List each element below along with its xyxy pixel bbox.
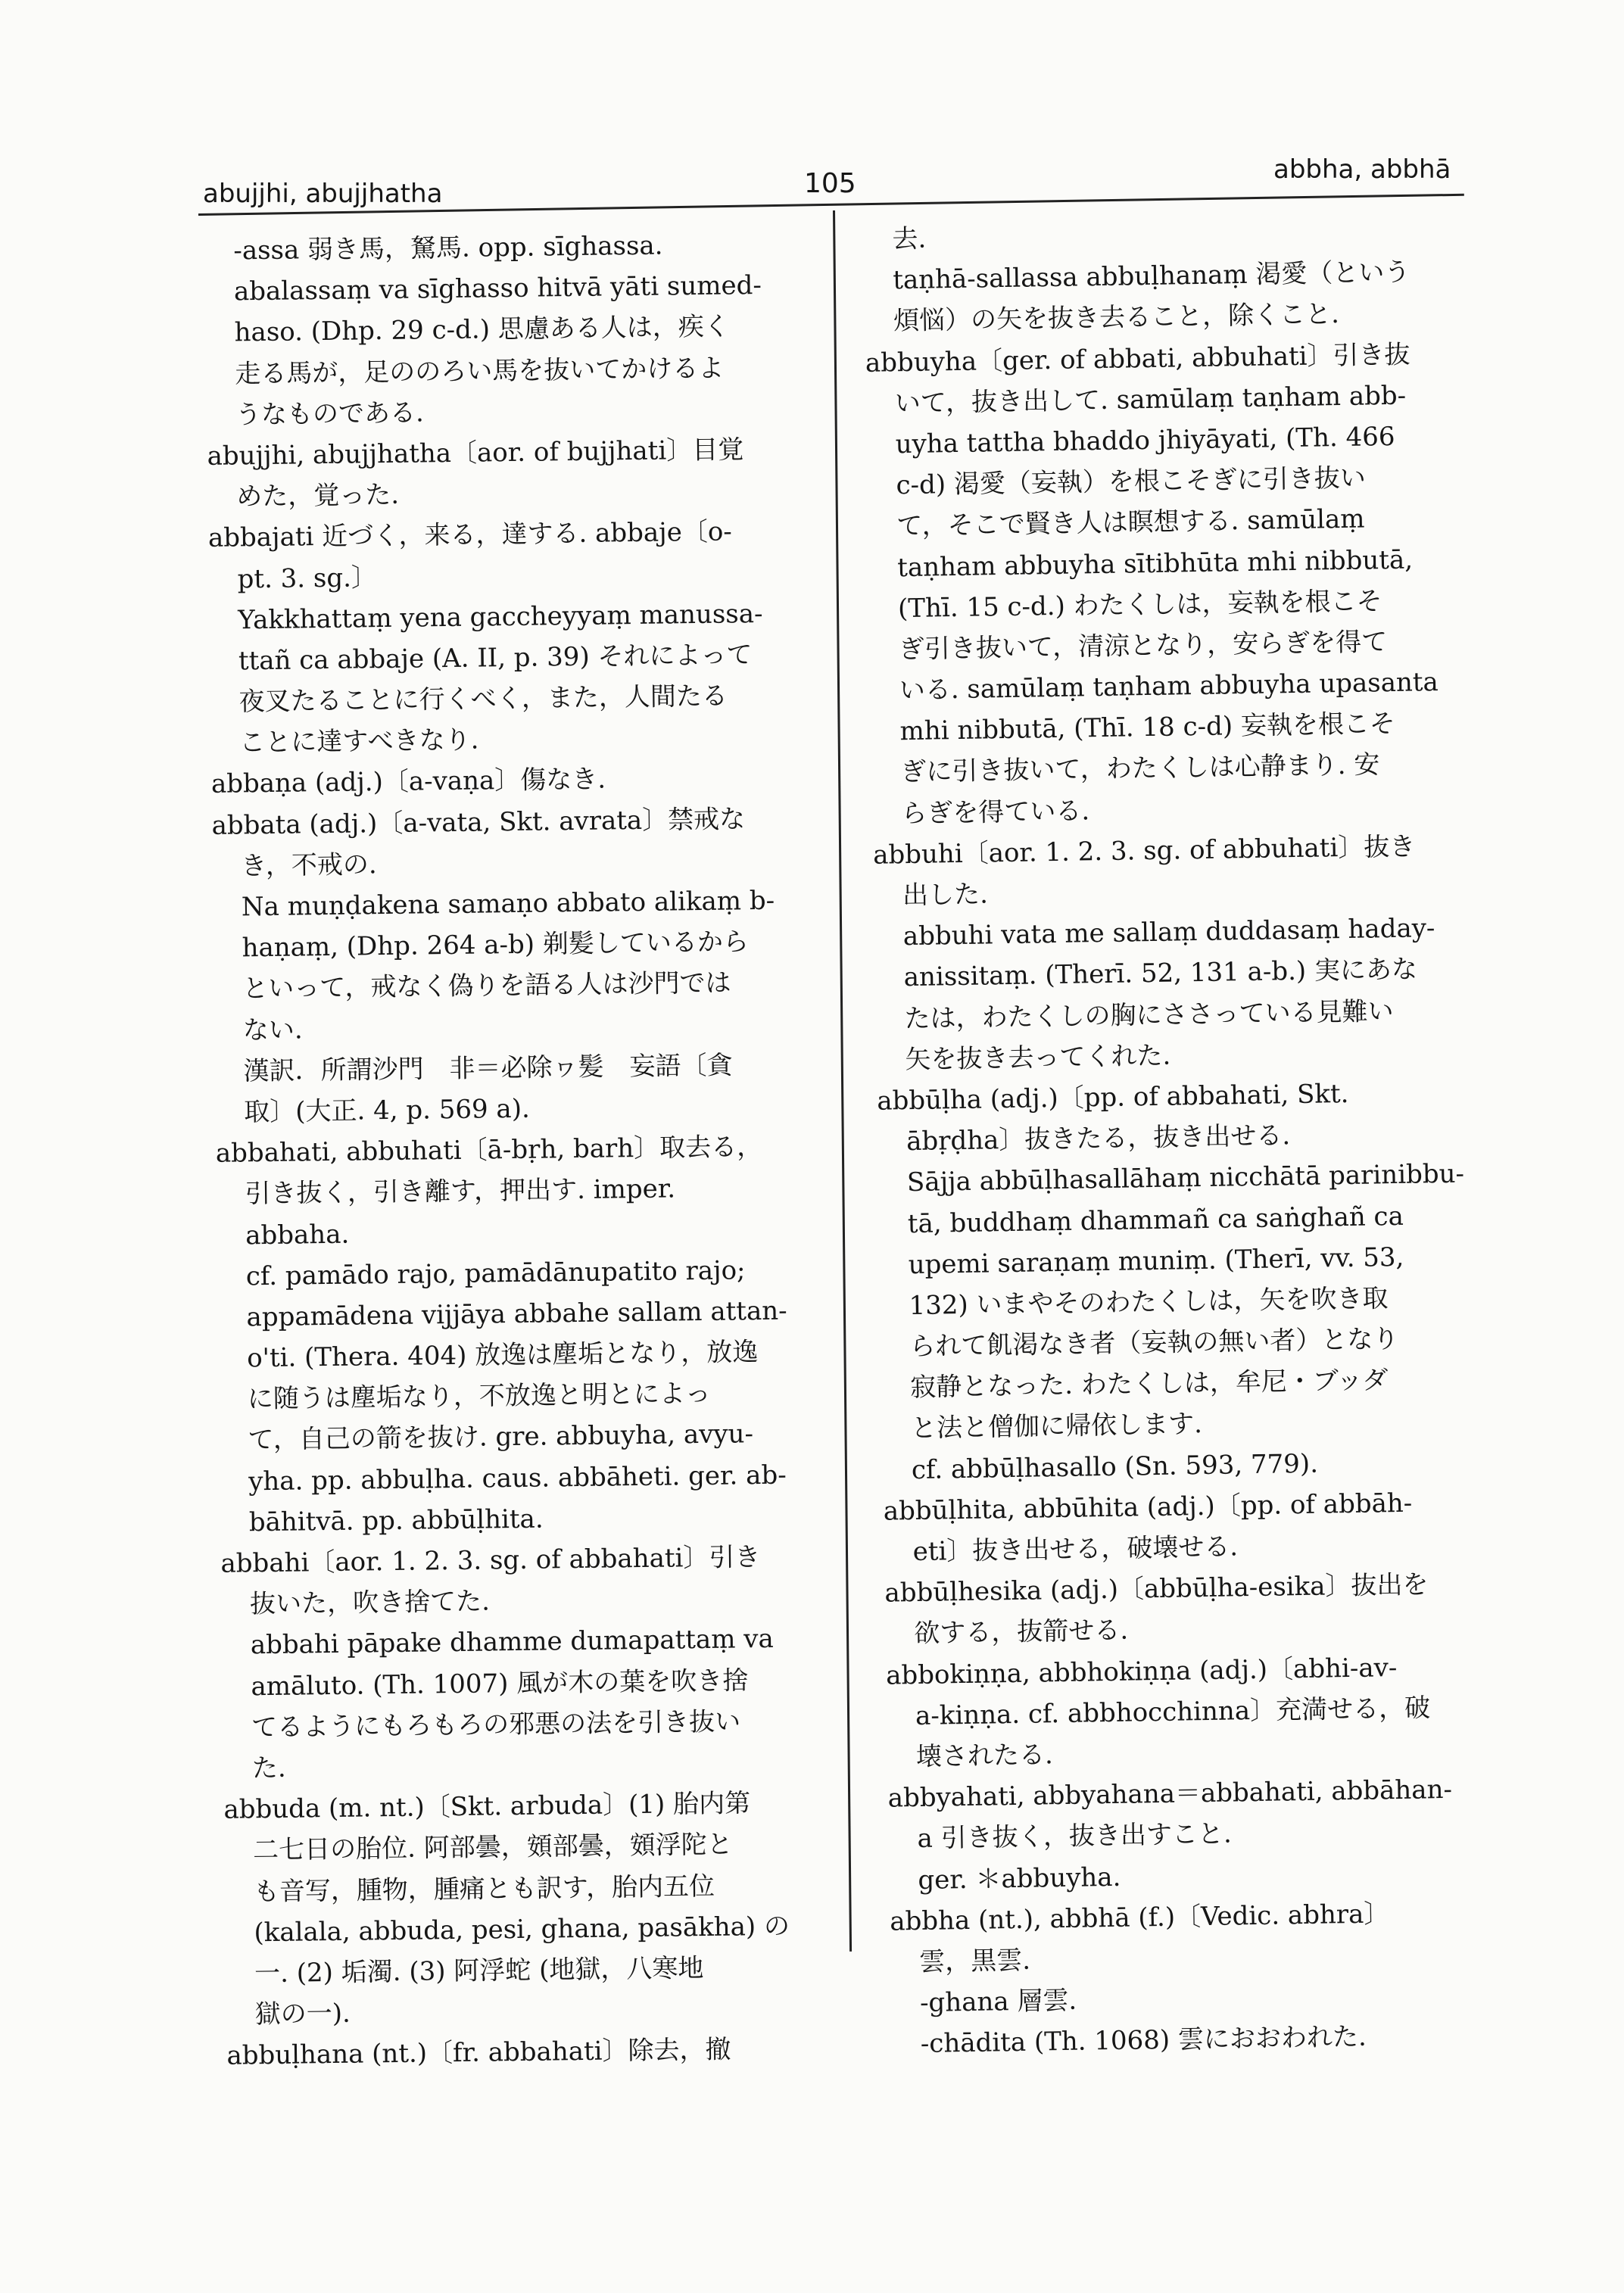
dictionary-line: abbūḷhesika (adj.)〔abbūḷha-esika〕抜出を bbox=[884, 1569, 1429, 1609]
dictionary-line: uyha tattha bhaddo jhiyāyati, (Th. 466 bbox=[895, 421, 1395, 460]
dictionary-line: abbha (nt.), abbhā (f.)〔Vedic. abhra〕 bbox=[890, 1898, 1390, 1937]
dictionary-line: abbuhi vata me sallaṃ duddasaṃ haday- bbox=[902, 913, 1435, 952]
dictionary-line: a 引き抜く，抜き出すこと. bbox=[917, 1818, 1233, 1855]
dictionary-line: Na muṇḍakena samaṇo abbato alikaṃ b- bbox=[241, 885, 775, 923]
dictionary-line: 壊されたる. bbox=[915, 1740, 1054, 1772]
dictionary-line: abbahi〔aor. 1. 2. 3. sg. of abbahati〕引き bbox=[220, 1542, 761, 1579]
dictionary-line: ぎに引き抜いて，わたくしは心静まり. 安 bbox=[900, 749, 1380, 788]
dictionary-line: amāluto. (Th. 1007) 風が木の葉を吹き捨 bbox=[251, 1665, 749, 1702]
dictionary-line: 漢訳．所謂沙門 非＝必除ヮ髪 妄語〔貪 bbox=[243, 1050, 733, 1087]
dictionary-line: も音写，腫物，腫痛とも訳す，胎内五位 bbox=[253, 1871, 715, 1907]
dictionary-line: abbuhi〔aor. 1. 2. 3. sg. of abbuhati〕抜き bbox=[872, 831, 1416, 871]
dictionary-line: 取〕(大正. 4, p. 569 a). bbox=[243, 1093, 531, 1128]
dictionary-line: haso. (Dhp. 29 c-d.) 思慮ある人は，疾く bbox=[234, 311, 731, 348]
dictionary-line: いる. samūlaṃ taṇham abbuyha upasanta bbox=[899, 667, 1439, 706]
dictionary-line: abbata (adj.)〔a-vata, Skt. avrata〕禁戒な bbox=[211, 803, 746, 841]
dictionary-line: たは，わたくしの胸にささっている見難い bbox=[904, 995, 1394, 1034]
dictionary-line: ぎ引き抜いて，清涼となり，安らぎを得て bbox=[898, 626, 1388, 665]
dictionary-line: 抜いた，吹き捨てた. bbox=[249, 1586, 491, 1620]
dictionary-line: Yakkhattaṃ yena gaccheyyaṃ manussa- bbox=[238, 598, 763, 636]
dictionary-line: Sājja abbūḷhasallāhaṃ nicchātā parinibbu- bbox=[906, 1158, 1465, 1198]
dictionary-line: 雲，黒雲. bbox=[918, 1945, 1031, 1977]
dictionary-line: taṇham abbuyha sītibhūta mhi nibbutā, bbox=[896, 544, 1414, 583]
dictionary-line: 寂静となった. わたくしは，牟尼・ブッダ bbox=[909, 1365, 1389, 1404]
dictionary-line: eti〕抜き出せる，破壊せる. bbox=[912, 1531, 1239, 1568]
dictionary-line: abalassaṃ va sīghasso hitvā yāti sumed- bbox=[233, 270, 762, 307]
dictionary-line: taṇhā-sallassa abbuḷhanaṃ 渇愛（という bbox=[892, 257, 1410, 296]
dictionary-line: abbuyha〔ger. of abbati, abbuhati〕引き抜 bbox=[865, 339, 1410, 379]
dictionary-line: abbyahati, abbyahana＝abbahati, abbāhan- bbox=[887, 1774, 1453, 1814]
dictionary-line: cf. pamādo rajo, pamādānupatito rajo; bbox=[245, 1254, 746, 1292]
dictionary-line: 夜叉たることに行くべく，また，人間たる bbox=[238, 681, 728, 718]
dictionary-line: といって，戒なく偽りを語る人は沙門では bbox=[242, 967, 731, 1005]
dictionary-line: abbokiṇṇa, abbhokiṇṇa (adj.)〔abhi-av- bbox=[885, 1652, 1398, 1691]
dictionary-line: 132) いまやそのわたくしは，矢を吹き取 bbox=[909, 1283, 1389, 1321]
dictionary-line: anissitaṃ. (Therī. 52, 131 a-b.) 実にあな bbox=[903, 954, 1418, 993]
dictionary-line: cf. abbūḷhasallo (Sn. 593, 779). bbox=[911, 1448, 1319, 1485]
running-head-left: abujjhi, abujjhatha bbox=[203, 179, 443, 209]
dictionary-line: a-kiṇṇa. cf. abbhocchinna〕充満せる，破 bbox=[915, 1693, 1431, 1731]
dictionary-line: -chādita (Th. 1068) 雲におおわれた. bbox=[920, 2021, 1367, 2060]
dictionary-line: て，そこで賢き人は瞑想する. samūlaṃ bbox=[896, 503, 1365, 542]
dictionary-line: 二七日の胎位. 阿部曇，頞部曇，頞浮陀と bbox=[252, 1829, 733, 1866]
dictionary-line: bāhitvā. pp. abbūḷhita. bbox=[248, 1503, 544, 1538]
dictionary-line: abbuḷhana (nt.)〔fr. abbahati〕除去，撤 bbox=[226, 2034, 731, 2071]
dictionary-line: -ghana 層雲. bbox=[919, 1985, 1077, 2019]
dictionary-line: に随うは塵垢なり，不放逸と明とによっ bbox=[247, 1379, 712, 1415]
dictionary-line: pt. 3. sg.〕 bbox=[237, 562, 378, 594]
dictionary-line: 矢を抜き去ってくれた. bbox=[905, 1040, 1171, 1075]
dictionary-line: ことに達すべきなり. bbox=[239, 724, 479, 759]
dictionary-line: c-d) 渇愛（妄執）を根こそぎに引き抜い bbox=[896, 463, 1367, 501]
dictionary-line: た. bbox=[251, 1752, 286, 1784]
dictionary-line: 去. bbox=[892, 223, 927, 255]
running-head-right: abbha, abbhā bbox=[1273, 154, 1451, 185]
dictionary-line: haṇaṃ, (Dhp. 264 a-b) 剃髪しているから bbox=[242, 927, 750, 964]
dictionary-line: ābṛḍha〕抜きたる，抜き出せる. bbox=[906, 1120, 1291, 1157]
dictionary-line: 煩悩）の矢を抜き去ること，除くこと. bbox=[893, 299, 1340, 337]
dictionary-line: mhi nibbutā, (Thī. 18 c-d) 妄執を根こそ bbox=[899, 709, 1396, 747]
dictionary-line: 一. (2) 垢濁. (3) 阿浮蛇 (地獄，八寒地 bbox=[254, 1952, 704, 1989]
dictionary-line: 獄の一). bbox=[254, 1998, 351, 2030]
dictionary-line: 欲する，抜箭せる. bbox=[914, 1615, 1129, 1650]
right-column bbox=[857, 210, 1510, 2065]
dictionary-line: abbajati 近づく，来る，達する. abbaje〔o- bbox=[207, 516, 733, 554]
dictionary-line: ない. bbox=[242, 1014, 303, 1045]
dictionary-line: らぎを得ている. bbox=[901, 795, 1090, 829]
page-number: 105 bbox=[804, 168, 856, 199]
dictionary-line: て，自己の箭を抜け. gre. abbuyha, avyu- bbox=[248, 1419, 754, 1456]
dictionary-line: abbūḷhita, abbūhita (adj.)〔pp. of abbāh- bbox=[883, 1488, 1413, 1527]
dictionary-line: ttañ ca abbaje (A. II, p. 39) それによって bbox=[238, 639, 753, 677]
dictionary-line: abbahati, abbuhati〔ā-bṛh, barh〕取去る， bbox=[215, 1132, 763, 1169]
dictionary-line: -assa 弱き馬，駑馬. opp. sīghassa. bbox=[233, 230, 663, 266]
dictionary-line: られて飢渇なき者（妄執の無い者）となり bbox=[909, 1324, 1399, 1363]
dictionary-line: (Thī. 15 c-d.) わたくしは，妄執を根こそ bbox=[897, 585, 1382, 624]
dictionary-line: ger. ＊abbuyha. bbox=[918, 1862, 1121, 1896]
dictionary-line: yha. pp. abbuḷha. caus. abbāheti. ger. ab- bbox=[248, 1460, 787, 1497]
dictionary-line: めた，覚った. bbox=[236, 479, 400, 512]
dictionary-line: tā, buddhaṃ dhammañ ca saṅghañ ca bbox=[907, 1201, 1404, 1239]
dictionary-line: いて，抜き出して. samūlaṃ taṇham abb- bbox=[894, 380, 1407, 419]
dictionary-line: abbahi pāpake dhamme dumapattaṃ va bbox=[250, 1624, 774, 1661]
dictionary-line: abbaṇa (adj.)〔a-vaṇa〕傷なき. bbox=[210, 764, 606, 800]
dictionary-line: 出した. bbox=[902, 879, 989, 911]
dictionary-line: abujjhi, abujjhatha〔aor. of bujjhati〕目覚 bbox=[207, 435, 744, 472]
dictionary-line: 引き抜く，引き離す，押出す. imper. bbox=[245, 1173, 676, 1210]
dictionary-line: (kalala, abbuda, pesi, ghana, pasākha) の bbox=[254, 1911, 790, 1948]
dictionary-line: 走る馬が，足ののろい馬を抜いてかけるよ bbox=[235, 353, 725, 389]
dictionary-line: うなものである. bbox=[235, 397, 425, 431]
dictionary-line: と法と僧伽に帰依します. bbox=[910, 1409, 1203, 1444]
dictionary-line: てるようにもろもろの邪悪の法を引き抜い bbox=[251, 1706, 741, 1743]
dictionary-line: abbūḷha (adj.)〔pp. of abbahati, Skt. bbox=[876, 1078, 1349, 1117]
dictionary-line: abbuda (m. nt.)〔Skt. arbuda〕(1) 胎内第 bbox=[223, 1788, 751, 1825]
dictionary-line: appamādena vijjāya abbahe sallam attan- bbox=[246, 1295, 787, 1333]
left-column bbox=[198, 223, 849, 2076]
dictionary-line: upemi saraṇaṃ muniṃ. (Therī, vv. 53, bbox=[908, 1242, 1404, 1280]
dictionary-line: き，不戒の. bbox=[241, 849, 377, 882]
dictionary-line: abbaha. bbox=[245, 1219, 350, 1251]
dictionary-line: o'ti. (Thera. 404) 放逸は塵垢となり，放逸 bbox=[246, 1337, 759, 1374]
